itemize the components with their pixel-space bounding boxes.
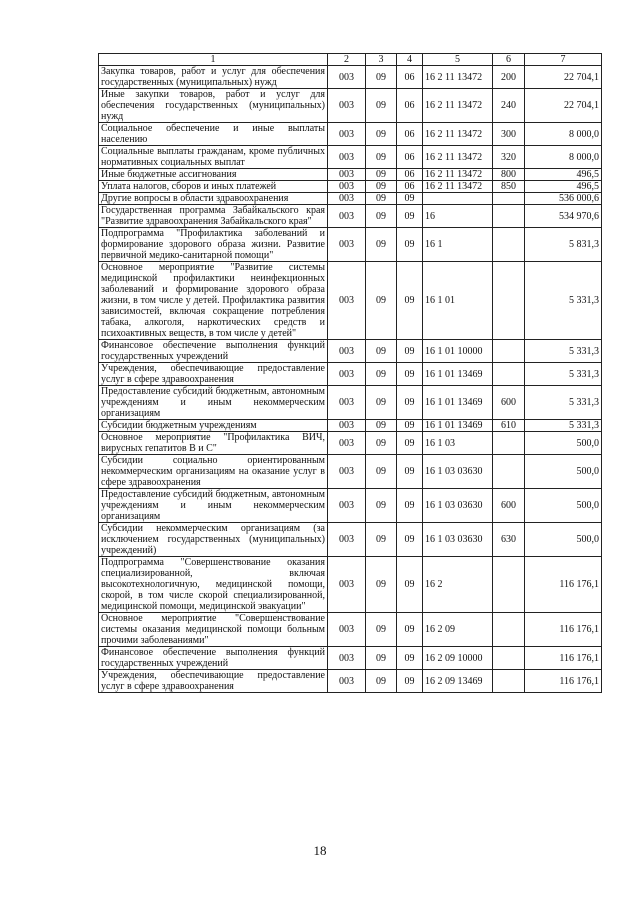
row-name: Основное мероприятие "Профилактика ВИЧ, вирусных гепатитов В и С" [99,432,328,455]
row-admin-code: 003 [328,146,366,169]
row-amount: 5 331,3 [525,420,602,432]
budget-table-body [99,54,602,693]
row-amount: 5 331,3 [525,386,602,420]
row-subsection: 09 [397,262,423,340]
row-amount: 116 176,1 [525,557,602,613]
row-target-item: 16 1 03 03630 [423,489,493,523]
row-expense-type [493,262,525,340]
table-row [99,420,602,432]
row-subsection: 06 [397,123,423,146]
row-section: 09 [366,228,397,262]
row-expense-type: 320 [493,146,525,169]
row-admin-code: 003 [328,181,366,193]
row-amount: 5 331,3 [525,363,602,386]
row-subsection: 09 [397,557,423,613]
row-amount: 5 831,3 [525,228,602,262]
row-name: Финансовое обеспечение выполнения функций государственных учреждений [99,647,328,670]
table-row [99,363,602,386]
row-amount: 500,0 [525,455,602,489]
row-target-item: 16 1 [423,228,493,262]
row-name: Закупка товаров, работ и услуг для обеспечения государственных (муниципальных) нужд [99,66,328,89]
row-name: Субсидии бюджетным учреждениям [99,420,328,432]
row-target-item: 16 2 09 10000 [423,647,493,670]
row-expense-type: 600 [493,489,525,523]
row-section: 09 [366,557,397,613]
row-expense-type: 300 [493,123,525,146]
row-target-item: 16 1 03 03630 [423,455,493,489]
row-name: Подпрограмма "Совершенствование оказания специализированной, включая высокотехнологичную, медицинской помощи, скорой, в том числе скорой специализированной, медицинской помощи, медицинской эвакуации" [99,557,328,613]
row-admin-code: 003 [328,489,366,523]
row-expense-type: 610 [493,420,525,432]
row-section: 09 [366,432,397,455]
row-name: Социальное обеспечение и иные выплаты населению [99,123,328,146]
row-name: Социальные выплаты гражданам, кроме публичных нормативных социальных выплат [99,146,328,169]
table-row [99,613,602,647]
row-expense-type [493,340,525,363]
table-row [99,340,602,363]
row-amount: 8 000,0 [525,123,602,146]
row-admin-code: 003 [328,557,366,613]
row-subsection: 09 [397,363,423,386]
row-amount: 500,0 [525,489,602,523]
row-admin-code: 003 [328,455,366,489]
row-subsection: 06 [397,169,423,181]
row-expense-type [493,670,525,693]
row-admin-code: 003 [328,262,366,340]
row-expense-type: 240 [493,89,525,123]
col-header-3: 3 [366,54,397,66]
row-subsection: 09 [397,670,423,693]
row-admin-code: 003 [328,647,366,670]
table-row [99,146,602,169]
row-expense-type [493,228,525,262]
row-section: 09 [366,386,397,420]
row-subsection: 09 [397,205,423,228]
row-admin-code: 003 [328,228,366,262]
row-admin-code: 003 [328,432,366,455]
row-admin-code: 003 [328,89,366,123]
row-target-item: 16 1 03 [423,432,493,455]
row-target-item: 16 [423,205,493,228]
row-subsection: 09 [397,432,423,455]
row-name: Иные бюджетные ассигнования [99,169,328,181]
row-target-item: 16 1 01 13469 [423,420,493,432]
table-row [99,66,602,89]
row-name: Основное мероприятие "Совершенствование системы оказания медицинской помощи больным прочими заболеваниями" [99,613,328,647]
row-name: Уплата налогов, сборов и иных платежей [99,181,328,193]
row-name: Учреждения, обеспечивающие предоставление услуг в сфере здравоохранения [99,363,328,386]
row-admin-code: 003 [328,613,366,647]
row-section: 09 [366,523,397,557]
row-subsection: 06 [397,66,423,89]
row-expense-type: 200 [493,66,525,89]
row-expense-type [493,613,525,647]
row-admin-code: 003 [328,523,366,557]
row-name: Субсидии некоммерческим организациям (за исключением государственных (муниципальных) учреждений) [99,523,328,557]
row-admin-code: 003 [328,66,366,89]
row-section: 09 [366,420,397,432]
row-admin-code: 003 [328,340,366,363]
row-subsection: 09 [397,386,423,420]
row-section: 09 [366,181,397,193]
row-target-item: 16 1 03 03630 [423,523,493,557]
row-amount: 116 176,1 [525,613,602,647]
row-expense-type [493,455,525,489]
row-target-item: 16 2 [423,557,493,613]
row-target-item: 16 2 11 13472 [423,123,493,146]
row-target-item: 16 1 01 [423,262,493,340]
table-row [99,455,602,489]
row-name: Иные закупки товаров, работ и услуг для обеспечения государственных (муниципальных) нужд [99,89,328,123]
row-section: 09 [366,340,397,363]
row-admin-code: 003 [328,386,366,420]
row-amount: 500,0 [525,432,602,455]
row-amount: 22 704,1 [525,89,602,123]
row-section: 09 [366,670,397,693]
row-section: 09 [366,66,397,89]
row-section: 09 [366,89,397,123]
row-subsection: 09 [397,489,423,523]
table-row [99,523,602,557]
row-name: Финансовое обеспечение выполнения функций государственных учреждений [99,340,328,363]
header-row [99,54,602,66]
row-amount: 22 704,1 [525,66,602,89]
row-section: 09 [366,489,397,523]
row-amount: 8 000,0 [525,146,602,169]
col-header-7: 7 [525,54,602,66]
row-target-item: 16 2 11 13472 [423,181,493,193]
row-admin-code: 003 [328,670,366,693]
row-amount: 116 176,1 [525,670,602,693]
row-subsection: 06 [397,181,423,193]
table-row [99,169,602,181]
row-section: 09 [366,262,397,340]
row-admin-code: 003 [328,169,366,181]
row-expense-type: 800 [493,169,525,181]
row-amount: 500,0 [525,523,602,557]
row-subsection: 09 [397,193,423,205]
table-row [99,123,602,146]
row-amount: 536 000,6 [525,193,602,205]
row-name: Предоставление субсидий бюджетным, автономным учреждениям и иным некоммерческим организациям [99,386,328,420]
row-name: Основное мероприятие "Развитие системы медицинской профилактики неинфекционных заболеваний и формирование здорового образа жизни, в том числе у детей. Профилактика развития зависимостей, включая сокращение потребления табака, алкоголя, наркотических средств и психоактивных веществ, в том числе у детей" [99,262,328,340]
table-row [99,670,602,693]
budget-table [98,53,602,693]
row-section: 09 [366,205,397,228]
row-amount: 496,5 [525,181,602,193]
table-row [99,205,602,228]
row-subsection: 09 [397,647,423,670]
row-subsection: 09 [397,340,423,363]
row-expense-type: 600 [493,386,525,420]
table-row [99,386,602,420]
row-expense-type [493,647,525,670]
page-number: 18 [313,843,327,858]
row-subsection: 09 [397,455,423,489]
row-name: Подпрограмма "Профилактика заболеваний и формирование здорового образа жизни. Развитие первичной медико-санитарной помощи" [99,228,328,262]
row-admin-code: 003 [328,123,366,146]
row-admin-code: 003 [328,205,366,228]
row-amount: 534 970,6 [525,205,602,228]
table-row [99,228,602,262]
table-row [99,432,602,455]
row-name: Предоставление субсидий бюджетным, автономным учреждениям и иным некоммерческим организациям [99,489,328,523]
row-subsection: 06 [397,89,423,123]
row-target-item: 16 1 01 13469 [423,386,493,420]
row-target-item: 16 1 01 13469 [423,363,493,386]
row-target-item: 16 1 01 10000 [423,340,493,363]
row-name: Другие вопросы в области здравоохранения [99,193,328,205]
table-row [99,647,602,670]
row-section: 09 [366,613,397,647]
row-admin-code: 003 [328,420,366,432]
table-row [99,181,602,193]
row-amount: 5 331,3 [525,262,602,340]
row-section: 09 [366,455,397,489]
row-name: Государственная программа Забайкальского края "Развитие здравоохранения Забайкальского края" [99,205,328,228]
row-target-item: 16 2 11 13472 [423,169,493,181]
row-name: Субсидии социально ориентированным некоммерческим организациям на оказание услуг в сфере здравоохранения [99,455,328,489]
row-target-item: 16 2 09 13469 [423,670,493,693]
row-section: 09 [366,363,397,386]
row-admin-code: 003 [328,363,366,386]
row-target-item: 16 2 11 13472 [423,89,493,123]
row-name: Учреждения, обеспечивающие предоставление услуг в сфере здравоохранения [99,670,328,693]
row-target-item [423,193,493,205]
row-subsection: 09 [397,523,423,557]
row-subsection: 09 [397,420,423,432]
table-row [99,262,602,340]
row-section: 09 [366,146,397,169]
row-subsection: 09 [397,613,423,647]
row-expense-type: 630 [493,523,525,557]
row-subsection: 09 [397,228,423,262]
table-row [99,89,602,123]
row-amount: 5 331,3 [525,340,602,363]
row-target-item: 16 2 09 [423,613,493,647]
table-row [99,193,602,205]
table-row [99,489,602,523]
col-header-5: 5 [423,54,493,66]
row-target-item: 16 2 11 13472 [423,66,493,89]
table-row [99,557,602,613]
row-section: 09 [366,123,397,146]
col-header-2: 2 [328,54,366,66]
row-expense-type: 850 [493,181,525,193]
row-expense-type [493,205,525,228]
row-section: 09 [366,193,397,205]
row-amount: 116 176,1 [525,647,602,670]
row-amount: 496,5 [525,169,602,181]
col-header-4: 4 [397,54,423,66]
row-expense-type [493,363,525,386]
row-target-item: 16 2 11 13472 [423,146,493,169]
row-admin-code: 003 [328,193,366,205]
col-header-1: 1 [99,54,328,66]
row-expense-type [493,193,525,205]
row-section: 09 [366,647,397,670]
row-expense-type [493,432,525,455]
row-section: 09 [366,169,397,181]
col-header-6: 6 [493,54,525,66]
row-subsection: 06 [397,146,423,169]
row-expense-type [493,557,525,613]
